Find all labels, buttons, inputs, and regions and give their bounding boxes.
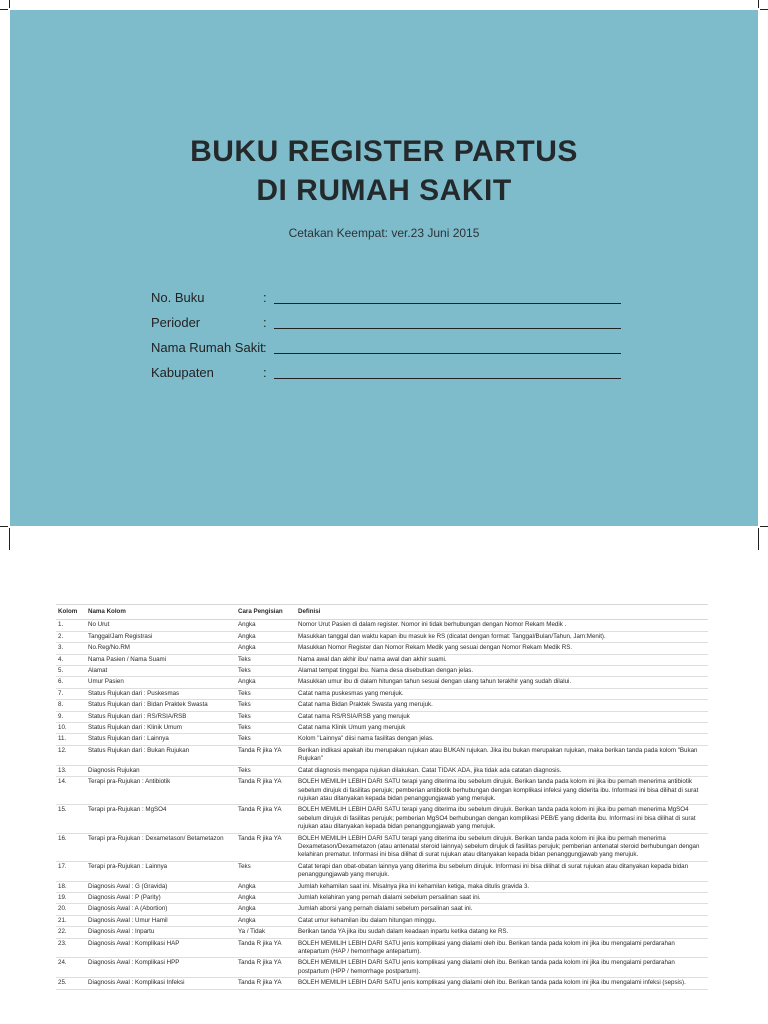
cell-nama-kolom: No.Reg/No.RM	[86, 643, 236, 654]
table-row	[56, 734, 708, 745]
definition-table	[56, 604, 708, 990]
cell-cara-pengisian: Angka	[236, 915, 296, 926]
table-row	[56, 643, 708, 654]
cell-kolom: 10.	[56, 723, 86, 734]
table-row	[56, 700, 708, 711]
cell-nama-kolom: Nama Pasien / Nama Suami	[86, 654, 236, 665]
table-row	[56, 745, 708, 765]
form-row-nama-rumah-sakit	[151, 337, 621, 362]
header-nama-kolom: Nama Kolom	[86, 605, 236, 620]
cell-kolom: 3.	[56, 643, 86, 654]
cell-definisi: Jumlah aborsi yang pernah dialami sebelum persalinan saat ini.	[296, 904, 708, 915]
table-row	[56, 631, 708, 642]
form-colon: :	[263, 340, 267, 355]
table-row	[56, 904, 708, 915]
cell-definisi: Catat nama Klinik Umum yang merujuk	[296, 723, 708, 734]
cover-title-line-2: DI RUMAH SAKIT	[256, 174, 512, 207]
cell-kolom: 6.	[56, 677, 86, 688]
cell-cara-pengisian: Teks	[236, 861, 296, 881]
cell-cara-pengisian: Angka	[236, 631, 296, 642]
cell-nama-kolom: Diagnosis Awal : Komplikasi HPP	[86, 958, 236, 978]
cell-cara-pengisian: Tanda R jika YA	[236, 833, 296, 861]
cell-definisi: Jumlah kehamilan saat ini. Misalnya jika ini kehamilan ketiga, maka ditulis gravida 3.	[296, 881, 708, 892]
cover-title	[10, 132, 758, 210]
cell-nama-kolom: No Urut	[86, 620, 236, 631]
cell-kolom: 16.	[56, 833, 86, 861]
crop-mark	[9, 528, 10, 550]
definition-table-container	[56, 604, 708, 990]
cell-cara-pengisian: Tanda R jika YA	[236, 805, 296, 833]
form-label: Perioder	[151, 315, 201, 330]
edition-note: Cetakan Keempat: ver.23 Juni 2015	[288, 226, 480, 240]
cell-nama-kolom: Diagnosis Awal : Komplikasi HAP	[86, 938, 236, 958]
cell-cara-pengisian: Teks	[236, 723, 296, 734]
cell-kolom: 13.	[56, 765, 86, 776]
cell-cara-pengisian: Angka	[236, 643, 296, 654]
cell-kolom: 18.	[56, 881, 86, 892]
table-row	[56, 723, 708, 734]
cell-nama-kolom: Terapi pra-Rujukan : MgSO4	[86, 805, 236, 833]
table-row	[56, 881, 708, 892]
cell-kolom: 22.	[56, 927, 86, 938]
cell-cara-pengisian: Angka	[236, 677, 296, 688]
cell-nama-kolom: Status Rujukan dari : Lainnya	[86, 734, 236, 745]
form-label: Kabupaten	[151, 365, 214, 380]
cell-cara-pengisian: Angka	[236, 881, 296, 892]
cell-cara-pengisian: Teks	[236, 688, 296, 699]
cell-cara-pengisian: Tanda R jika YA	[236, 777, 296, 805]
table-row	[56, 666, 708, 677]
cell-nama-kolom: Status Rujukan dari : Klinik Umum	[86, 723, 236, 734]
cell-kolom: 12.	[56, 745, 86, 765]
cell-kolom: 25.	[56, 978, 86, 989]
cell-kolom: 1.	[56, 620, 86, 631]
cell-nama-kolom: Diagnosis Awal : Umur Hamil	[86, 915, 236, 926]
cell-kolom: 9.	[56, 711, 86, 722]
cell-cara-pengisian: Tanda R jika YA	[236, 978, 296, 989]
cell-nama-kolom: Diagnosis Awal : A (Abortion)	[86, 904, 236, 915]
cell-nama-kolom: Status Rujukan dari : Puskesmas	[86, 688, 236, 699]
cell-cara-pengisian: Angka	[236, 892, 296, 903]
crop-mark	[0, 526, 8, 527]
cell-cara-pengisian: Angka	[236, 904, 296, 915]
cell-nama-kolom: Terapi pra-Rujukan : Lainnya	[86, 861, 236, 881]
table-row	[56, 927, 708, 938]
cell-definisi: Masukkan umur ibu di dalam hitungan tahun sesuai dengan ulang tahun terakhir yang sudah dilalui.	[296, 677, 708, 688]
cell-kolom: 23.	[56, 938, 86, 958]
cell-definisi: BOLEH MEMILIH LEBIH DARI SATU terapi yang diterima ibu sebelum dirujuk. Berikan tanda pada kolom ini jika ibu pernah menerima MgSO4 sebelum dirujuk di fasilitas perujuk; pemberian MgSO4 berhubungan dengan komplikasi PEB/E yang diderita ibu. Informasi ini bisa dilihat di surat rujukan atau ditanyakan kepada bidan penanggungjawab yang merujuk.	[296, 805, 708, 833]
table-row	[56, 861, 708, 881]
cell-definisi: Berikan indikasi apakah ibu merupakan rujukan atau BUKAN rujukan. Jika ibu bukan merupakan rujukan, maka berikan tanda pada kolom "Bukan Rujukan"	[296, 745, 708, 765]
cell-cara-pengisian: Ya / Tidak	[236, 927, 296, 938]
cell-cara-pengisian: Tanda R jika YA	[236, 938, 296, 958]
form-label: No. Buku	[151, 290, 205, 305]
cell-kolom: 21.	[56, 915, 86, 926]
cell-nama-kolom: Diagnosis Rujukan	[86, 765, 236, 776]
cell-kolom: 15.	[56, 805, 86, 833]
fill-in-line[interactable]	[274, 303, 621, 304]
cell-kolom: 8.	[56, 700, 86, 711]
table-row	[56, 915, 708, 926]
cell-cara-pengisian: Teks	[236, 654, 296, 665]
cell-cara-pengisian: Teks	[236, 765, 296, 776]
cover-title-line-1: BUKU REGISTER PARTUS	[190, 135, 578, 168]
cell-nama-kolom: Diagnosis Awal : P (Parity)	[86, 892, 236, 903]
cell-definisi: Kolom "Lainnya" diisi nama fasilitas dengan jelas.	[296, 734, 708, 745]
cell-nama-kolom: Status Rujukan dari : Bidan Praktek Swasta	[86, 700, 236, 711]
cell-definisi: BOLEH MEMILIH LEBIH DARI SATU jenis komplikasi yang dialami oleh ibu. Berikan tanda pada kolom ini jika ibu mengalami perdarahan postpartum (HPP / hemorrhage postpartum).	[296, 958, 708, 978]
cell-kolom: 2.	[56, 631, 86, 642]
table-row	[56, 677, 708, 688]
cell-nama-kolom: Terapi pra-Rujukan : Antibiotik	[86, 777, 236, 805]
cell-cara-pengisian: Teks	[236, 700, 296, 711]
crop-mark	[0, 9, 8, 10]
cell-definisi: BOLEH MEMILIH LEBIH DARI SATU terapi yang diterima ibu sebelum dirujuk. Berikan tanda pada kolom ini jika ibu pernah menerima antibiotik sebelum dirujuk di fasilitas perujuk; pemberian antibiotik berhubungan dengan komplikasi infeksi yang diderita ibu. Informasi ini bisa dilihat di surat rujukan atau ditanyakan kepada bidan penanggungjawab yang merujuk.	[296, 777, 708, 805]
cell-definisi: Masukkan tanggal dan waktu kapan ibu masuk ke RS (dicatat dengan format: Tanggal/Bulan/Tahun, Jam:Menit).	[296, 631, 708, 642]
form-label: Nama Rumah Sakit	[151, 340, 264, 355]
cell-cara-pengisian: Tanda R jika YA	[236, 958, 296, 978]
cell-definisi: Catat diagnosis mengapa rujukan dilakukan. Catat TIDAK ADA, jika tidak ada catatan diagnosis.	[296, 765, 708, 776]
cell-kolom: 17.	[56, 861, 86, 881]
table-row	[56, 978, 708, 989]
fill-in-line[interactable]	[274, 353, 621, 354]
crop-mark	[758, 528, 759, 550]
crop-mark	[9, 0, 10, 8]
cell-definisi: Catat nama puskesmas yang merujuk.	[296, 688, 708, 699]
table-body	[56, 620, 708, 989]
table-row	[56, 805, 708, 833]
header-kolom: Kolom	[56, 605, 86, 620]
cell-cara-pengisian: Teks	[236, 711, 296, 722]
cell-definisi: BOLEH MEMILIH LEBIH DARI SATU jenis komplikasi yang dialami oleh ibu. Berikan tanda pada kolom ini jika ibu mengalami perdarahan antepartum (HAP / hemorrhage antepartum).	[296, 938, 708, 958]
cell-nama-kolom: Terapi pra-Rujukan : Dexametason/ Betametazon	[86, 833, 236, 861]
cell-definisi: Catat terapi dan obat-obatan lainnya yang diterima ibu sebelum dirujuk. Informasi ini bisa dilihat di surat rujukan atau ditanyakan kepada bidan penanggungjawab yang merujuk.	[296, 861, 708, 881]
cell-nama-kolom: Status Rujukan dari : Bukan Rujukan	[86, 745, 236, 765]
cell-nama-kolom: Diagnosis Awal : G (Gravida)	[86, 881, 236, 892]
table-row	[56, 620, 708, 631]
cell-kolom: 24.	[56, 958, 86, 978]
cell-nama-kolom: Diagnosis Awal : Inpartu	[86, 927, 236, 938]
cell-definisi: Catat nama RS/RSIA/RSB yang merujuk	[296, 711, 708, 722]
cell-nama-kolom: Alamat	[86, 666, 236, 677]
cell-definisi: Nama awal dan akhir ibu/ nama awal dan akhir suami.	[296, 654, 708, 665]
cell-definisi: BOLEH MEMILIH LEBIH DARI SATU jenis komplikasi yang dialami oleh ibu. Berikan tanda pada kolom ini jika ibu mengalami infeksi (sepsis).	[296, 978, 708, 989]
crop-mark	[758, 0, 759, 8]
form-colon: :	[263, 290, 267, 305]
cell-nama-kolom: Umur Pasien	[86, 677, 236, 688]
cell-definisi: Nomor Urut Pasien di dalam register. Nomor ini tidak berhubungan dengan Nomor Rekam Medik .	[296, 620, 708, 631]
cell-definisi: Catat umur kehamilan ibu dalam hitungan minggu.	[296, 915, 708, 926]
cell-definisi: Masukkan Nomor Register dan Nomor Rekam Medik yang sesuai dengan Nomor Rekam Medik RS.	[296, 643, 708, 654]
form-row-kabupaten	[151, 362, 621, 387]
cell-kolom: 5.	[56, 666, 86, 677]
cell-kolom: 20.	[56, 904, 86, 915]
fill-in-line[interactable]	[274, 328, 621, 329]
table-row	[56, 938, 708, 958]
cell-definisi: Catat nama Bidan Praktek Swasta yang merujuk.	[296, 700, 708, 711]
table-row	[56, 892, 708, 903]
form-row-no-buku	[151, 287, 621, 312]
table-row	[56, 958, 708, 978]
crop-mark	[760, 9, 768, 10]
cell-kolom: 19.	[56, 892, 86, 903]
cell-nama-kolom: Tanggal/Jam Registrasi	[86, 631, 236, 642]
form-row-perioder	[151, 312, 621, 337]
cell-kolom: 11.	[56, 734, 86, 745]
cell-cara-pengisian: Angka	[236, 620, 296, 631]
cell-definisi: Jumlah kelahiran yang pernah dialami sebelum persalinan saat ini.	[296, 892, 708, 903]
table-row	[56, 833, 708, 861]
cell-definisi: BOLEH MEMILIH LEBIH DARI SATU terapi yang diterima ibu sebelum dirujuk. Berikan tanda pada kolom ini jika ibu pernah menerima Dexametason/Dexametazon (atau antenatal steroid lainnya) sebelum dirujuk di fasilitas perujuk; pemberian antenatal steroid berhubungan dengan kelahiran prematur. Informasi ini bisa dilihat di surat rujukan atau ditanyakan kepada bidan penanggungjawab yang merujuk.	[296, 833, 708, 861]
header-cara-pengisian: Cara Pengisian	[236, 605, 296, 620]
table-row	[56, 711, 708, 722]
table-row	[56, 688, 708, 699]
cell-cara-pengisian: Teks	[236, 666, 296, 677]
table-row	[56, 654, 708, 665]
cover-form	[151, 287, 621, 387]
cell-cara-pengisian: Teks	[236, 734, 296, 745]
cell-kolom: 7.	[56, 688, 86, 699]
table-row	[56, 765, 708, 776]
cover-panel	[10, 10, 758, 526]
cell-kolom: 14.	[56, 777, 86, 805]
header-definisi: Definisi	[296, 605, 708, 620]
table-header-row	[56, 605, 708, 620]
table-row	[56, 777, 708, 805]
cell-nama-kolom: Diagnosis Awal : Komplikasi Infeksi	[86, 978, 236, 989]
cell-definisi: Berikan tanda YA jika ibu sudah dalam keadaan inpartu ketika datang ke RS.	[296, 927, 708, 938]
form-colon: :	[263, 315, 267, 330]
form-colon: :	[263, 365, 267, 380]
cell-nama-kolom: Status Rujukan dari : RS/RSIA/RSB	[86, 711, 236, 722]
cell-cara-pengisian: Tanda R jika YA	[236, 745, 296, 765]
cell-definisi: Alamat tempat tinggal ibu. Nama desa disebutkan dengan jelas.	[296, 666, 708, 677]
crop-mark	[760, 526, 768, 527]
fill-in-line[interactable]	[274, 378, 621, 379]
cell-kolom: 4.	[56, 654, 86, 665]
